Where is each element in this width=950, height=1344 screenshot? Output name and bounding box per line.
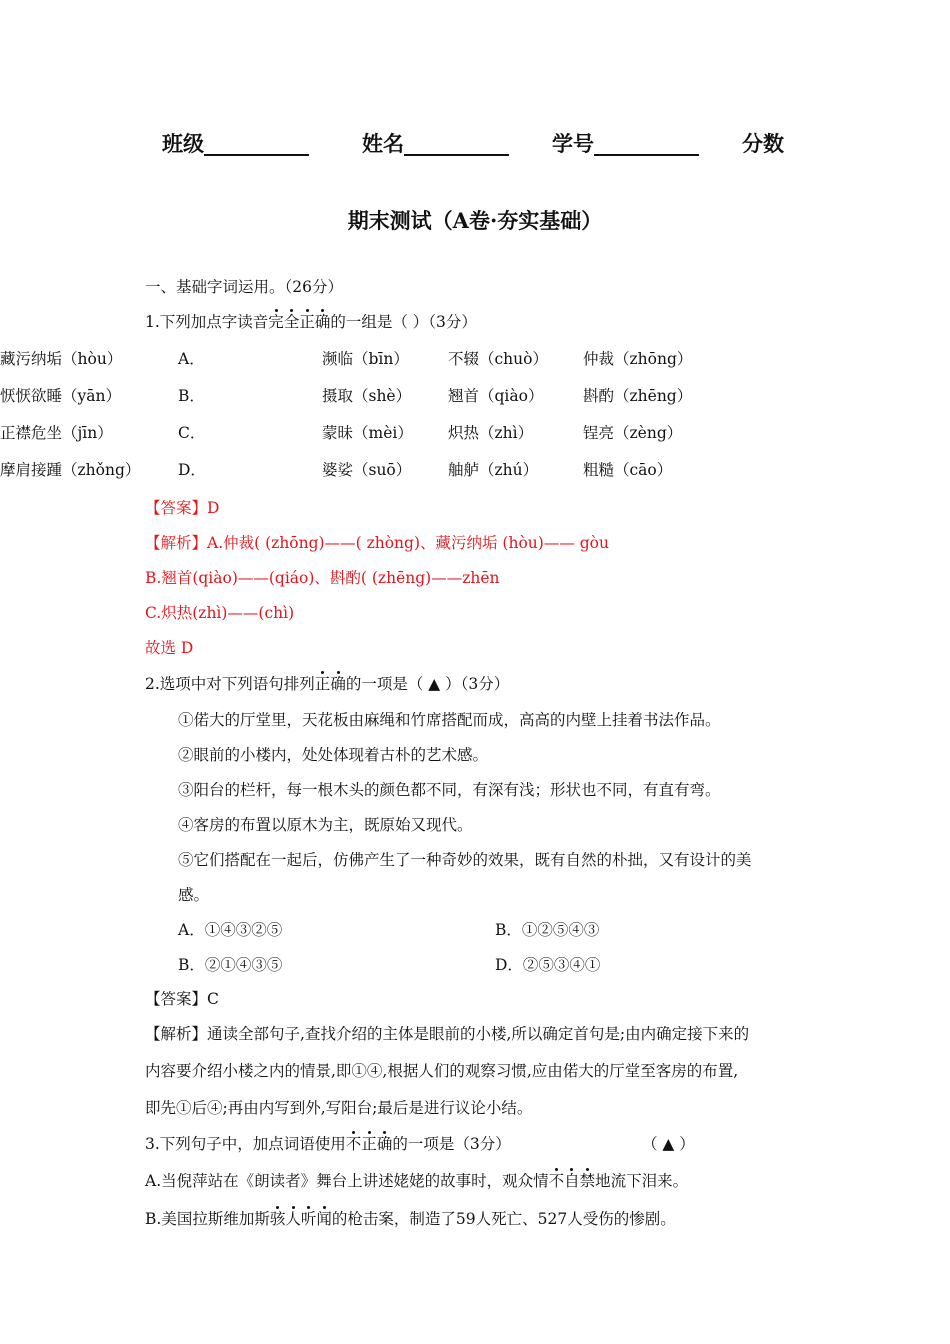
option-letter: D． — [178, 461, 206, 479]
option-word: 恹恹欲睡（yān） — [0, 387, 121, 405]
dotted-char: 正 — [314, 675, 331, 693]
dotted-char: 不 — [548, 1172, 565, 1190]
question-2-analysis-line: 即先①后④;再由内写到外,写阳台;最后是进行议论小结。 — [145, 1099, 533, 1117]
dotted-word — [270, 1210, 332, 1228]
answer-value: C — [207, 990, 219, 1008]
sentence-item: 感。 — [178, 886, 210, 904]
sentence-item: ③阳台的栏杆，每一根木头的颜色都不同，有深有浅；形状也不同，有直有弯。 — [178, 781, 721, 799]
option-letter: B． — [178, 387, 205, 405]
option-item: B．②①④③⑤ — [178, 956, 283, 974]
question-2-stem — [145, 674, 509, 694]
answer-blank: （ ▲ ） — [642, 1135, 695, 1153]
answer-tag: 【答案】 — [145, 990, 208, 1008]
dotted-word — [549, 1172, 596, 1190]
option-text: 地流下泪来。 — [595, 1172, 689, 1190]
analysis-tag: 【解析】 — [145, 1025, 208, 1043]
student-id-field-label: 学号__________ — [552, 131, 699, 156]
option-word: 蒙昧（mèi） — [322, 424, 413, 442]
question-1-analysis-line: C.炽热(zhì)——(chì) — [145, 604, 295, 622]
section-heading: 一、基础字词运用。（26分） — [145, 278, 343, 296]
sentence-item: ⑤它们搭配在一起后，仿佛产生了一种奇妙的效果，既有自然的朴拙，又有设计的美 — [178, 851, 752, 869]
question-1-analysis-line: 故选 D — [145, 639, 194, 657]
question-1-answer — [145, 498, 219, 518]
dotted-char: 人 — [285, 1210, 301, 1228]
option-item: B．①②⑤④③ — [495, 921, 600, 939]
option-word: 摩肩接踵（zhǒng） — [0, 461, 141, 479]
analysis-tag: 【解析】 — [145, 534, 208, 552]
option-item — [145, 1171, 688, 1191]
option-word: 斟酌（zhēng） — [583, 387, 693, 405]
question-3-emphasis — [346, 1135, 393, 1153]
answer-tag: 【答案】 — [145, 499, 208, 517]
option-word: 炽热（zhì） — [448, 424, 534, 442]
dotted-char: 禁 — [579, 1172, 596, 1190]
score-field-label: 分数 — [742, 131, 784, 156]
option-text: A.当倪萍站在《朗读者》舞台上讲述姥姥的故事时，观众情 — [145, 1172, 549, 1190]
option-word: 濒临（bīn） — [322, 350, 409, 368]
dotted-char: 完 — [268, 313, 284, 331]
dotted-char: 听 — [300, 1210, 317, 1228]
question-1-stem — [145, 312, 477, 332]
option-text: 的枪击案，制造了59人死亡、527人受伤的惨剧。 — [331, 1210, 676, 1228]
option-word: 锃亮（zèng） — [583, 424, 683, 442]
question-1-stem-tail: 的一组是（ ）（3分） — [330, 313, 477, 331]
option-item — [145, 1209, 676, 1229]
question-1-emphasis — [268, 313, 330, 331]
sentence-item: ②眼前的小楼内，处处体现着古朴的艺术感。 — [178, 746, 489, 764]
analysis-text: 通读全部句子,查找介绍的主体是眼前的小楼,所以确定首句是;由内确定接下来的 — [207, 1025, 750, 1043]
question-2-emphasis — [315, 675, 346, 693]
dotted-char: 全 — [283, 313, 300, 331]
option-word: 正襟危坐（jīn） — [0, 424, 113, 442]
class-field-label: 班级__________ — [162, 131, 309, 156]
option-word: 婆娑（suō） — [322, 461, 412, 479]
question-1-stem-text: 1.下列加点字读音 — [145, 313, 269, 331]
analysis-text: A.仲裁( (zhōng)——( zhòng)、藏污纳垢 (hòu)—— gòu — [207, 534, 609, 552]
dotted-char: 正 — [361, 1135, 377, 1153]
option-word: 不辍（chuò） — [448, 350, 548, 368]
option-word: 粗糙（cāo） — [583, 461, 673, 479]
option-word: 仲裁（zhōng） — [583, 350, 693, 368]
sentence-item: ①偌大的厅堂里，天花板由麻绳和竹席搭配而成，高高的内壁上挂着书法作品。 — [178, 711, 721, 729]
option-letter: C． — [178, 424, 206, 442]
option-word: 藏污纳垢（hòu） — [0, 350, 123, 368]
dotted-char: 自 — [564, 1172, 580, 1190]
dotted-char: 闻 — [316, 1210, 332, 1228]
question-2-stem-text: 2.选项中对下列语句排列 — [145, 675, 315, 693]
question-2-answer — [145, 989, 219, 1009]
question-2-analysis-line — [145, 1024, 749, 1044]
option-text: B.美国拉斯维加斯 — [145, 1210, 270, 1228]
question-2-stem-tail: 的一项是（ ▲ ）（3分） — [345, 675, 510, 693]
question-2-analysis-line: 内容要介绍小楼之内的情景,即①④,根据人们的观察习惯,应由偌大的厅堂至客房的布置, — [145, 1062, 739, 1080]
question-3-stem-text: 3.下列句子中，加点词语使用 — [145, 1135, 346, 1153]
answer-value: D — [207, 499, 220, 517]
question-3-stem-tail: 的一项是（3分） — [392, 1135, 511, 1153]
option-letter: A． — [178, 350, 205, 368]
option-item: A．①④③②⑤ — [178, 921, 283, 939]
option-word: 摄取（shè） — [322, 387, 412, 405]
question-3-stem — [145, 1134, 511, 1154]
dotted-char: 确 — [330, 675, 346, 693]
option-item: D．②⑤③④① — [495, 956, 601, 974]
option-word: 舳舻（zhú） — [448, 461, 539, 479]
name-field-label: 姓名__________ — [362, 131, 509, 156]
dotted-char: 正 — [299, 313, 315, 331]
dotted-char: 确 — [314, 313, 331, 331]
page-title: 期末测试（A卷·夯实基础） — [347, 208, 603, 233]
option-word: 翘首（qiào） — [448, 387, 544, 405]
sentence-item: ④客房的布置以原木为主，既原始又现代。 — [178, 816, 473, 834]
dotted-char: 不 — [345, 1135, 362, 1153]
dotted-char: 骇 — [269, 1210, 286, 1228]
question-1-analysis-line — [145, 533, 609, 553]
question-1-analysis-line: B.翘首(qiào)——(qiáo)、斟酌( (zhēng)——zhēn — [145, 569, 500, 587]
dotted-char: 确 — [376, 1135, 393, 1153]
